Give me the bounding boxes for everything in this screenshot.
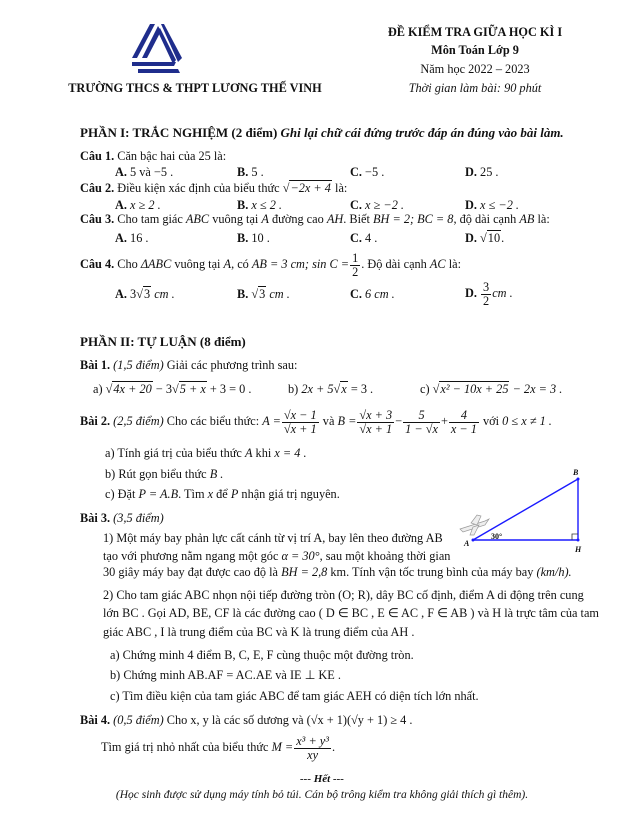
denominator: 1 − √x	[405, 421, 438, 436]
q-text: vuông tại	[174, 257, 221, 271]
math: 2x + 5	[301, 382, 334, 396]
bai-label: Bài 4.	[80, 713, 111, 727]
q-label: Câu 2.	[80, 181, 115, 195]
bai-text: Tìm giá trị nhỏ nhất của biểu thức	[101, 740, 269, 754]
q-text: vuông tại	[212, 212, 259, 226]
numerator: x³ + y³	[296, 733, 329, 748]
opt-text: 5 .	[251, 165, 264, 179]
bai-text: Cho x, y là các số dương và (√x + 1)(√y + 1) ≥ 4 .	[166, 713, 413, 727]
bai3-a: a) Chứng minh 4 điểm B, C, E, F cùng thuộc một đường tròn.	[110, 648, 414, 662]
math: AH	[326, 212, 344, 226]
unit: (km/h).	[536, 565, 572, 579]
opt-letter: B.	[237, 231, 249, 245]
exam-time: Thời gian làm bài: 90 phút	[408, 81, 542, 95]
item-text: b) Rút gọn biểu thức	[105, 467, 207, 481]
item-label: a)	[93, 382, 103, 396]
denominator: 2	[352, 264, 359, 279]
plane-icon	[460, 515, 489, 535]
opt-letter: A.	[115, 165, 127, 179]
angle-label: 30°	[491, 532, 503, 541]
opt-letter: C.	[350, 231, 362, 245]
numerator: 1	[352, 250, 359, 265]
q-label: Câu 4.	[80, 257, 115, 271]
label-a: A	[464, 539, 470, 548]
opt-letter: B.	[237, 287, 249, 301]
opt-letter: D.	[465, 198, 477, 212]
bai2-b	[105, 466, 223, 482]
item-text: khi	[255, 446, 272, 460]
math: − 3	[155, 382, 172, 396]
bai3-p2-line1: 2) Cho tam giác ABC nhọn nội tiếp đường tròn (O; R), dây BC cố định, điểm A di động trên cung	[103, 588, 584, 602]
fraction	[481, 281, 491, 308]
denominator: √x + 1	[283, 421, 317, 436]
math: AB	[519, 212, 535, 226]
radicand: −2x + 4	[290, 181, 331, 195]
bai2-a	[105, 445, 307, 461]
math: P = A.B	[138, 487, 179, 501]
opt-letter: C.	[350, 165, 362, 179]
radicand: 10	[487, 231, 501, 245]
denominator: 2	[483, 293, 490, 308]
math: α = 30°	[281, 549, 320, 563]
numerator: 3	[483, 279, 490, 294]
denominator: x − 1	[450, 421, 477, 436]
label-h: H	[575, 545, 582, 554]
opt-text: 25 .	[480, 165, 499, 179]
question-1	[80, 148, 226, 164]
opt-text: −5 .	[365, 165, 385, 179]
bai3-p1-line3	[103, 564, 572, 580]
fraction	[282, 409, 319, 436]
opt-unit: cm .	[492, 286, 513, 300]
item-text: nhận giá trị nguyên.	[241, 487, 340, 501]
math: BH = 2,8	[281, 565, 328, 579]
item-text: a) Tính giá trị của biểu thức	[105, 446, 242, 460]
math: M =	[271, 740, 294, 754]
bai1	[80, 357, 297, 373]
q1-option-b	[237, 164, 264, 180]
numerator: √x + 3	[359, 407, 393, 422]
bai3-b: b) Chứng minh AB.AF = AC.AE và IE ⊥ KE .	[110, 668, 341, 682]
q3-option-a	[115, 230, 149, 246]
points: (2,5 điểm)	[113, 414, 164, 428]
q1-option-d	[465, 164, 499, 180]
math: − 2x = 3 .	[512, 382, 563, 396]
math: A	[244, 446, 253, 460]
bai-text: Cho các biểu thức:	[166, 414, 260, 428]
bai2-c	[105, 486, 340, 502]
opt-letter: B.	[237, 198, 249, 212]
points: (3,5 điểm)	[113, 511, 164, 525]
numerator: √x − 1	[283, 407, 317, 422]
part1-instruction: Ghi lại chữ cái đứng trước đáp án đúng vào bài làm.	[280, 125, 564, 140]
q-label: Câu 1.	[80, 149, 115, 163]
fraction	[350, 252, 360, 279]
bai3-p1-line2	[103, 548, 450, 564]
bai4-find	[101, 731, 335, 763]
math: AB = 3 cm; sin C =	[251, 257, 350, 271]
item-label: c)	[420, 382, 430, 396]
sqrt-expr: √4x + 20	[105, 382, 152, 396]
bai-label: Bài 1.	[80, 358, 111, 372]
points: (0,5 điểm)	[113, 713, 164, 727]
bai-text: và	[322, 414, 335, 428]
opt-text: 3	[130, 287, 137, 301]
fraction	[294, 735, 331, 762]
math: 0 ≤ x ≠ 1 .	[502, 414, 552, 428]
fraction	[449, 409, 479, 436]
question-4	[80, 250, 461, 278]
math: B .	[209, 467, 224, 481]
bai-label: Bài 2.	[80, 414, 111, 428]
q-text: Căn bậc hai của 25 là:	[117, 149, 227, 163]
points: (1,5 điểm)	[113, 358, 164, 372]
denominator: xy	[307, 747, 319, 762]
q-text: đường cao	[272, 212, 324, 226]
exam-subject: Môn Toán Lớp 9	[431, 43, 519, 57]
item-label: b)	[288, 382, 299, 396]
q4-option-b	[237, 286, 290, 302]
q-text-end: là:	[335, 181, 348, 195]
item-text: để	[216, 487, 228, 501]
opt-text: 6 cm .	[365, 287, 395, 301]
bai-text: Giải các phương trình sau:	[166, 358, 298, 372]
opt-letter: D.	[465, 165, 477, 179]
math: B =	[337, 414, 357, 428]
opt-letter: C.	[350, 198, 362, 212]
numerator: 4	[449, 409, 479, 423]
math: A	[261, 212, 269, 226]
school-year: Năm học 2022 – 2023	[420, 62, 530, 76]
math: .	[331, 740, 336, 754]
q-text: . Độ dài cạnh	[361, 257, 427, 271]
bai-text: với	[483, 414, 500, 428]
opt-unit: cm .	[154, 287, 175, 301]
opt-letter: B.	[237, 165, 249, 179]
numerator: 5	[403, 409, 440, 423]
q-text: là:	[448, 257, 461, 271]
q-text: Điều kiện xác định của biểu thức	[117, 181, 280, 195]
sqrt-expr: √−2x + 4	[282, 181, 331, 195]
opt-letter: A.	[115, 198, 127, 212]
q4-option-c	[350, 286, 395, 302]
q-text: là:	[537, 212, 550, 226]
fraction	[357, 409, 394, 436]
item-text: . Tìm	[178, 487, 205, 501]
opt-letter: C.	[350, 287, 362, 301]
q4-option-a	[115, 286, 175, 302]
math: x = 4 .	[274, 446, 307, 460]
math: −	[395, 414, 403, 428]
radicand: 3	[259, 287, 266, 301]
bai1-b	[288, 381, 373, 397]
bai1-a	[93, 381, 251, 397]
radicand: 3	[143, 287, 151, 301]
bai3-p2-line2: lớn BC . Gọi AD, BE, CF là các đường cao ( D ∈ BC , E ∈ AC , F ∈ AB ) và H là trực tâm của tam	[103, 606, 599, 620]
opt-letter: A.	[115, 231, 127, 245]
item-text: tạo với phương nằm ngang một góc	[103, 549, 279, 563]
q-text: , có	[231, 257, 249, 271]
opt-text: 4 .	[365, 231, 378, 245]
item-text: 30 giây máy bay đạt được cao độ là	[103, 565, 279, 579]
q3-option-d	[465, 230, 504, 246]
bai3-p2-line3: giác ABC , I là trung điểm của BC và K là trung điểm của AH .	[103, 625, 415, 639]
math: ΔABC	[140, 257, 172, 271]
question-2	[80, 180, 347, 196]
radicand: 5 + x	[179, 382, 206, 396]
radicand: x² − 10x + 25	[440, 382, 509, 396]
math: P	[230, 487, 239, 501]
opt-letter: D.	[465, 286, 477, 300]
q-text: , độ dài cạnh	[453, 212, 517, 226]
sqrt-expr: √3	[251, 287, 266, 301]
math: x	[207, 487, 214, 501]
math: +	[440, 414, 448, 428]
sqrt-expr: √x	[333, 382, 347, 396]
math: + 3 = 0 .	[209, 382, 252, 396]
bai-label: Bài 3.	[80, 511, 111, 525]
fraction	[403, 409, 440, 436]
item-text: km. Tính vận tốc trung bình của máy bay	[330, 565, 534, 579]
math: A =	[262, 414, 281, 428]
school-name: TRƯỜNG THCS & THPT LƯƠNG THẾ VINH	[68, 81, 322, 95]
opt-unit: cm .	[269, 287, 290, 301]
bai4	[80, 712, 412, 728]
q1-option-c	[350, 164, 384, 180]
opt-letter: A.	[115, 287, 127, 301]
label-b: B	[573, 468, 579, 477]
exam-title: ĐỀ KIỂM TRA GIỮA HỌC KÌ I	[387, 25, 563, 39]
opt-text: x ≥ 2 .	[130, 198, 161, 212]
bai2	[80, 405, 552, 437]
footer-note: (Học sinh được sử dụng máy tính bỏ túi. Cán bộ trông kiểm tra không giải thích gì thêm).	[115, 789, 529, 801]
bai3	[80, 510, 164, 526]
q3-option-b	[237, 230, 270, 246]
part1-title: PHẦN I: TRẮC NGHIỆM (2 điểm)	[80, 125, 278, 140]
radicand: x	[341, 382, 347, 396]
segment-ab	[473, 479, 578, 540]
math: BH = 2; BC = 8	[372, 212, 454, 226]
q4-option-d	[465, 278, 513, 308]
opt-letter: D.	[465, 231, 477, 245]
radicand: 4x + 20	[113, 382, 152, 396]
bai3-c: c) Tìm điều kiện của tam giác ABC để tam giác AEH có diện tích lớn nhất.	[110, 689, 479, 703]
opt-text: 10 .	[251, 231, 270, 245]
q-text: Cho	[117, 257, 138, 271]
item-text: , sau một khoảng thời gian	[319, 549, 451, 563]
question-3	[80, 211, 550, 227]
sqrt-expr: √x² − 10x + 25	[432, 382, 509, 396]
sqrt-expr: √5 + x	[172, 382, 206, 396]
q-text: Cho tam giác	[117, 212, 183, 226]
opt-text: x ≤ −2 .	[480, 198, 519, 212]
opt-text: x ≥ −2 .	[365, 198, 404, 212]
end-marker: --- Hết ---	[300, 773, 344, 785]
triangle-figure	[455, 465, 605, 560]
school-logo	[128, 22, 184, 76]
part2-heading: PHẦN II: TỰ LUẬN (8 điểm)	[80, 334, 246, 349]
bai1-c	[420, 381, 562, 397]
sqrt-expr: √10	[480, 231, 501, 245]
part1-heading	[80, 125, 564, 141]
math: AC	[429, 257, 446, 271]
opt-text: x ≤ 2 .	[251, 198, 283, 212]
bai3-p1-line1: 1) Một máy bay phản lực cất cánh từ vị trí A, bay lên theo đường AB	[103, 531, 443, 545]
q-text: . Biết	[343, 212, 370, 226]
q1-option-a	[115, 164, 173, 180]
q-label: Câu 3.	[80, 212, 115, 226]
denominator: √x + 1	[359, 421, 393, 436]
sqrt-expr: √3	[136, 287, 151, 301]
math: = 3 .	[350, 382, 374, 396]
math: A	[223, 257, 232, 271]
opt-text: 16 .	[130, 231, 149, 245]
opt-text: 5 và −5 .	[130, 165, 174, 179]
opt-text: .	[501, 231, 505, 245]
math: ABC	[185, 212, 210, 226]
item-text: c) Đặt	[105, 487, 136, 501]
q3-option-c	[350, 230, 377, 246]
